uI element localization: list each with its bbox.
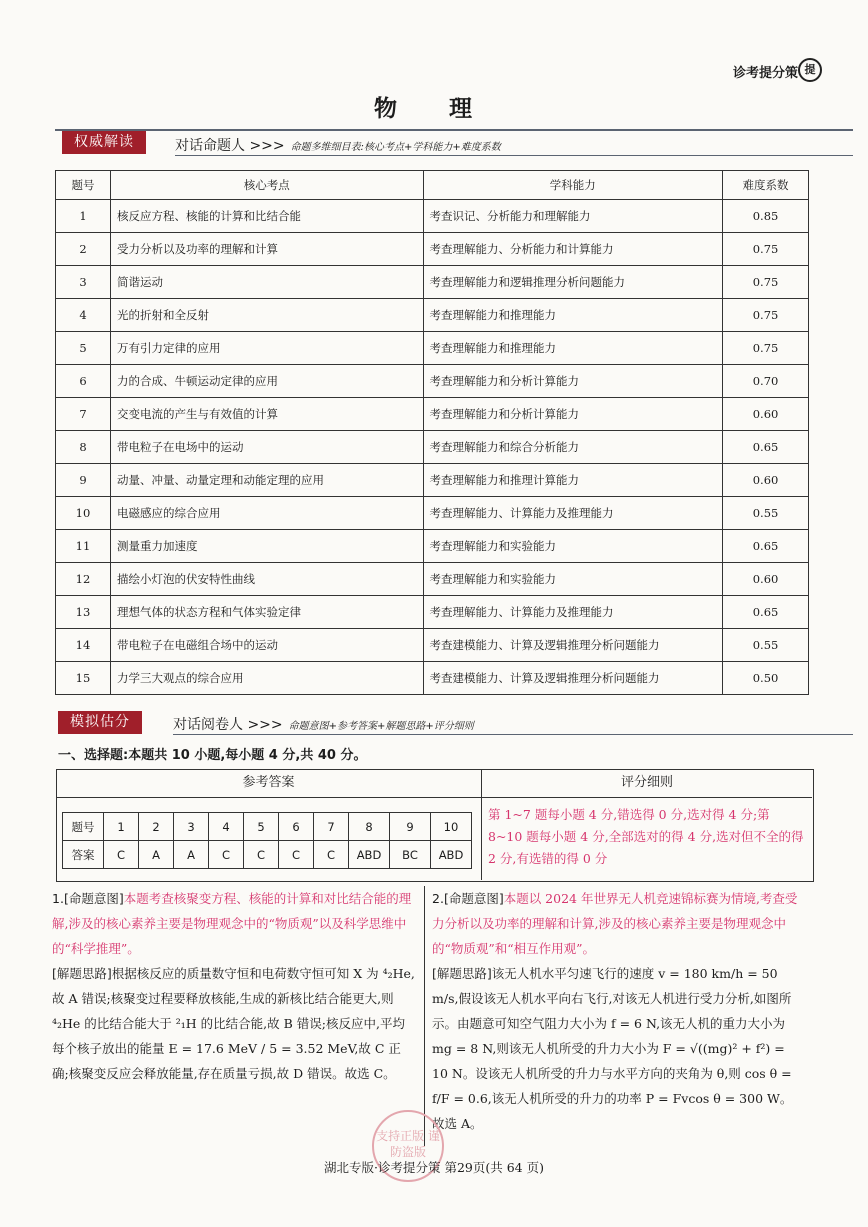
row-ability: 考查理解能力、分析能力和计算能力 — [423, 233, 723, 266]
row-ability: 考查理解能力和推理能力 — [423, 299, 723, 332]
section-heading-2-sub: 命题意图+参考答案+解题思路+评分细则 — [288, 721, 474, 732]
brand-logo-icon: 提 — [798, 58, 822, 82]
table-row — [56, 299, 809, 332]
row-topic: 测量重力加速度 — [110, 530, 423, 563]
row-topic: 理想气体的状态方程和气体实验定律 — [110, 596, 423, 629]
answer-number-cell: 7 — [314, 813, 349, 841]
section-heading-2 — [173, 714, 474, 734]
column-divider — [424, 886, 425, 1146]
q1-number: 1. — [52, 891, 64, 906]
answer-value-cell: ABD — [431, 841, 472, 869]
question-2-explanation — [432, 886, 804, 1136]
q1-intent-tag: [命题意图] — [63, 891, 124, 906]
row-ability: 考查识记、分析能力和理解能力 — [423, 200, 723, 233]
answer-value-cell: A — [174, 841, 209, 869]
question-1-explanation — [52, 886, 417, 1086]
row-number: 1 — [56, 200, 111, 233]
row-topic: 核反应方程、核能的计算和比结合能 — [110, 200, 423, 233]
page-footer: 湖北专版·诊考提分策 第29页(共 64 页) — [324, 1160, 544, 1175]
row-topic: 交变电流的产生与有效值的计算 — [110, 398, 423, 431]
row-topic: 描绘小灯泡的伏安特性曲线 — [110, 563, 423, 596]
row-topic: 简谐运动 — [110, 266, 423, 299]
table-row — [56, 464, 809, 497]
answer-left-header: 参考答案 — [56, 769, 481, 798]
table-row — [56, 563, 809, 596]
row-difficulty: 0.55 — [723, 497, 809, 530]
row-ability: 考查理解能力和实验能力 — [423, 563, 723, 596]
table-row — [56, 497, 809, 530]
row-difficulty: 0.75 — [723, 299, 809, 332]
row-number: 7 — [56, 398, 111, 431]
answer-number-cell: 6 — [279, 813, 314, 841]
answer-value-cell: C — [244, 841, 279, 869]
row-number: 5 — [56, 332, 111, 365]
q2-intent: 本题以 2024 年世界无人机竞速锦标赛为情境,考查受力分析以及功率的理解和计算,涉及的核心素养主要是物理观念中的“物质观”和“相互作用观”。 — [432, 891, 798, 956]
section-rule-2 — [173, 734, 853, 735]
section-heading-2-text: 对话阅卷人 >>> — [173, 717, 283, 733]
q2-intent-tag: [命题意图] — [443, 891, 504, 906]
row-topic: 带电粒子在电场中的运动 — [110, 431, 423, 464]
answer-row-label: 题号 — [63, 813, 104, 841]
q2-idea-tag: [解题思路] — [432, 966, 492, 981]
row-difficulty: 0.65 — [723, 530, 809, 563]
row-topic: 带电粒子在电磁组合场中的运动 — [110, 629, 423, 662]
exam-spec-table — [55, 170, 809, 695]
table-row — [56, 629, 809, 662]
section-tag-mock: 模拟估分 — [58, 711, 142, 734]
row-ability: 考查理解能力和分析计算能力 — [423, 398, 723, 431]
section-heading-1-text: 对话命题人 >>> — [175, 138, 285, 154]
q1-idea-tag: [解题思路] — [52, 966, 112, 981]
row-number: 10 — [56, 497, 111, 530]
answer-right-header: 评分细则 — [482, 769, 812, 798]
answer-number-row — [63, 813, 472, 841]
answer-value-cell: C — [104, 841, 139, 869]
row-difficulty: 0.75 — [723, 332, 809, 365]
row-topic: 万有引力定律的应用 — [110, 332, 423, 365]
table-row — [56, 596, 809, 629]
row-topic: 动量、冲量、动量定理和动能定理的应用 — [110, 464, 423, 497]
row-topic: 受力分析以及功率的理解和计算 — [110, 233, 423, 266]
row-difficulty: 0.85 — [723, 200, 809, 233]
answer-value-cell: C — [209, 841, 244, 869]
q1-idea: 根据核反应的质量数守恒和电荷数守恒可知 X 为 ⁴₂He,故 A 错误;核聚变过程要释放核能,生成的新核比结合能更大,则 ⁴₂He 的比结合能大于 ²₁H 的比结合能,故 B 错误;核反应中,平均每个核子放出的能量 E = 17.6 MeV / 5 = 3.52 MeV,故 C 正确;核聚变反应会释放能量,存在质量亏损,故 D 错误。故选 C。 — [52, 966, 415, 1081]
row-number: 14 — [56, 629, 111, 662]
answer-value-cell: A — [139, 841, 174, 869]
row-number: 12 — [56, 563, 111, 596]
row-topic: 电磁感应的综合应用 — [110, 497, 423, 530]
row-difficulty: 0.60 — [723, 563, 809, 596]
section-rule-1 — [175, 155, 853, 156]
row-ability: 考查理解能力和实验能力 — [423, 530, 723, 563]
answer-value-cell: C — [279, 841, 314, 869]
row-topic: 光的折射和全反射 — [110, 299, 423, 332]
answer-value-cell: BC — [390, 841, 431, 869]
row-ability: 考查理解能力、计算能力及推理能力 — [423, 596, 723, 629]
row-difficulty: 0.75 — [723, 233, 809, 266]
row-topic: 力的合成、牛顿运动定律的应用 — [110, 365, 423, 398]
row-number: 2 — [56, 233, 111, 266]
row-difficulty: 0.75 — [723, 266, 809, 299]
row-ability: 考查理解能力和综合分析能力 — [423, 431, 723, 464]
row-difficulty: 0.55 — [723, 629, 809, 662]
title-rule — [55, 129, 853, 131]
table-row — [56, 431, 809, 464]
row-ability: 考查理解能力和分析计算能力 — [423, 365, 723, 398]
row-ability: 考查建模能力、计算及逻辑推理分析问题能力 — [423, 662, 723, 695]
choice-heading: 一、选择题:本题共 10 小题,每小题 4 分,共 40 分。 — [58, 748, 367, 763]
answer-number-cell: 9 — [390, 813, 431, 841]
col-header-difficulty: 难度系数 — [723, 171, 809, 200]
section-tag-authority: 权威解读 — [62, 131, 146, 154]
table-row — [56, 662, 809, 695]
table-row — [56, 233, 809, 266]
table-row — [56, 200, 809, 233]
row-number: 11 — [56, 530, 111, 563]
answer-value-row — [63, 841, 472, 869]
table-row — [56, 398, 809, 431]
table-row — [56, 332, 809, 365]
brand-name: 诊考提分策 — [732, 66, 798, 81]
row-difficulty: 0.50 — [723, 662, 809, 695]
row-difficulty: 0.70 — [723, 365, 809, 398]
q1-intent: 本题考查核聚变方程、核能的计算和对比结合能的理解,涉及的核心素养主要是物理观念中的“物质观”以及科学思维中的“科学推理”。 — [52, 891, 412, 956]
table-header-row — [56, 171, 809, 200]
col-header-topic: 核心考点 — [110, 171, 423, 200]
table-row — [56, 266, 809, 299]
row-difficulty: 0.65 — [723, 431, 809, 464]
table-row — [56, 365, 809, 398]
row-number: 4 — [56, 299, 111, 332]
row-number: 6 — [56, 365, 111, 398]
section-heading-1-sub: 命题多维细目表:核心考点+学科能力+难度系数 — [290, 142, 501, 153]
q2-number: 2. — [432, 891, 444, 906]
row-topic: 力学三大观点的综合应用 — [110, 662, 423, 695]
answer-number-cell: 2 — [139, 813, 174, 841]
row-difficulty: 0.60 — [723, 464, 809, 497]
answer-key-table — [62, 812, 472, 869]
row-difficulty: 0.60 — [723, 398, 809, 431]
row-number: 8 — [56, 431, 111, 464]
row-ability: 考查理解能力、计算能力及推理能力 — [423, 497, 723, 530]
answer-number-cell: 10 — [431, 813, 472, 841]
row-number: 15 — [56, 662, 111, 695]
row-ability: 考查理解能力和逻辑推理分析问题能力 — [423, 266, 723, 299]
page-title: 物 理 — [373, 95, 494, 122]
row-ability: 考查理解能力和推理能力 — [423, 332, 723, 365]
answer-value-cell: ABD — [349, 841, 390, 869]
col-header-ability: 学科能力 — [423, 171, 723, 200]
answer-number-cell: 4 — [209, 813, 244, 841]
row-ability: 考查建模能力、计算及逻辑推理分析问题能力 — [423, 629, 723, 662]
row-difficulty: 0.65 — [723, 596, 809, 629]
anti-piracy-watermark: 支持正版 谨防盗版 — [372, 1110, 444, 1182]
answer-number-cell: 1 — [104, 813, 139, 841]
col-header-number: 题号 — [56, 171, 111, 200]
table-row — [56, 530, 809, 563]
q2-idea: 该无人机水平匀速飞行的速度 v = 180 km/h = 50 m/s,假设该无人机水平向右飞行,对该无人机进行受力分析,如图所示。由题意可知空气阻力大小为 f = 6 N,该无人机的重力大小为 mg = 8 N,则该无人机所受的升力大小为 F = √((mg)² + f²) = 10 N。设该无人机所受的升力与水平方向的夹角为 θ,则 cos θ = f/F = 0.6,该无人机所受的升力的功率 P = Fvcos θ = 300 W。故选 A。 — [432, 966, 793, 1131]
answer-value-cell: C — [314, 841, 349, 869]
row-ability: 考查理解能力和推理计算能力 — [423, 464, 723, 497]
answer-row-label: 答案 — [63, 841, 104, 869]
row-number: 13 — [56, 596, 111, 629]
answer-number-cell: 8 — [349, 813, 390, 841]
answer-number-cell: 5 — [244, 813, 279, 841]
row-number: 3 — [56, 266, 111, 299]
answer-number-cell: 3 — [174, 813, 209, 841]
section-heading-1 — [175, 135, 501, 155]
scoring-rubric: 第 1~7 题每小题 4 分,错选得 0 分,选对得 4 分;第 8~10 题每小题 4 分,全部选对的得 4 分,选对但不全的得 2 分,有选错的得 0 分 — [488, 807, 804, 866]
row-number: 9 — [56, 464, 111, 497]
